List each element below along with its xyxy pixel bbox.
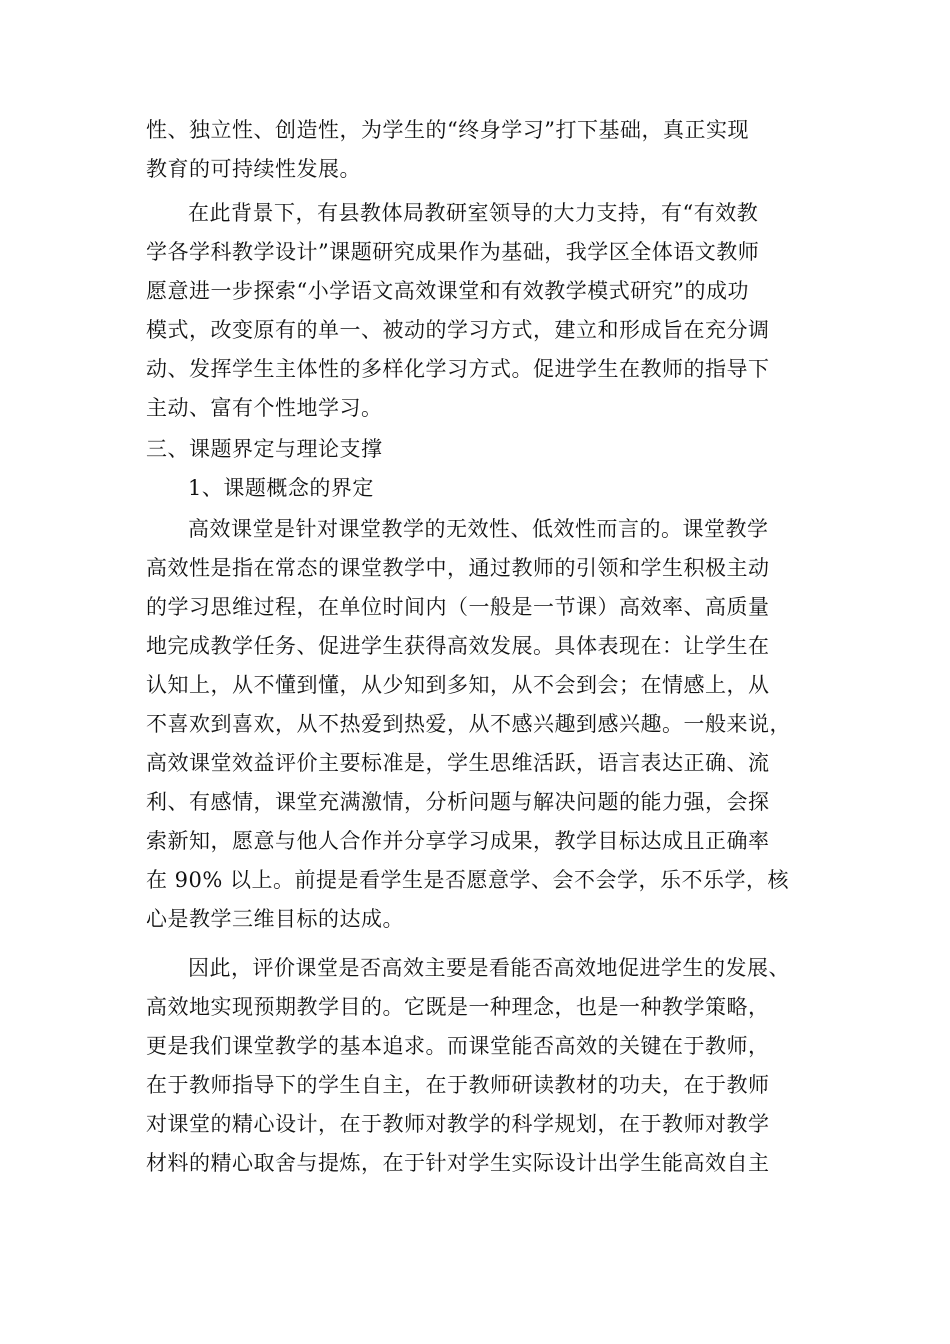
text-line: 因此，评价课堂是否高效主要是看能否高效地促进学生的发展、	[188, 956, 790, 980]
text-line: 教育的可持续性发展。	[146, 157, 361, 181]
text-line: 认知上，从不懂到懂，从少知到多知，从不会到会；在情感上，从	[146, 673, 770, 697]
text-line: 在此背景下，有县教体局教研室领导的大力支持，有“有效教	[188, 201, 759, 225]
text-line: 利、有感情，课堂充满激情，分析问题与解决问题的能力强，会探	[146, 790, 770, 814]
text-line: 索新知，愿意与他人合作并分享学习成果，教学目标达成且正确率	[146, 829, 770, 853]
text-line: 愿意进一步探索“小学语文高效课堂和有效教学模式研究”的成功	[146, 279, 749, 303]
subsection-heading: 1、课题概念的界定	[188, 476, 374, 500]
text-line: 性、独立性、创造性，为学生的“终身学习”打下基础，真正实现	[146, 118, 749, 142]
text-line: 模式，改变原有的单一、被动的学习方式，建立和形成旨在充分调	[146, 318, 770, 342]
text-line: 更是我们课堂教学的基本追求。而课堂能否高效的关键在于教师，	[146, 1034, 770, 1058]
text-line: 在于教师指导下的学生自主，在于教师研读教材的功夫，在于教师	[146, 1073, 770, 1097]
text-line: 高效地实现预期教学目的。它既是一种理念，也是一种教学策略，	[146, 995, 770, 1019]
text-line: 材料的精心取舍与提炼，在于针对学生实际设计出学生能高效自主	[146, 1151, 770, 1175]
section-heading: 三、课题界定与理论支撑	[146, 437, 383, 461]
text-line: 动、发挥学生主体性的多样化学习方式。促进学生在教师的指导下	[146, 357, 770, 381]
text-line: 在 90% 以上。前提是看学生是否愿意学、会不会学，乐不乐学，核	[146, 868, 790, 892]
text-line: 地完成教学任务、促进学生获得高效发展。具体表现在：让学生在	[146, 634, 770, 658]
text-line: 心是教学三维目标的达成。	[146, 907, 404, 931]
text-line: 高效课堂是针对课堂教学的无效性、低效性而言的。课堂教学	[188, 517, 769, 541]
text-line: 主动、富有个性地学习。	[146, 396, 383, 420]
text-line: 的学习思维过程，在单位时间内（一般是一节课）高效率、高质量	[146, 595, 770, 619]
text-line: 高效性是指在常态的课堂教学中，通过教师的引领和学生积极主动	[146, 556, 770, 580]
text-line: 学各学科教学设计”课题研究成果作为基础，我学区全体语文教师	[146, 240, 760, 264]
text-line: 不喜欢到喜欢，从不热爱到热爱，从不感兴趣到感兴趣。一般来说，	[146, 712, 791, 736]
text-line: 对课堂的精心设计，在于教师对教学的科学规划，在于教师对教学	[146, 1112, 770, 1136]
text-line: 高效课堂效益评价主要标准是，学生思维活跃，语言表达正确、流	[146, 751, 770, 775]
